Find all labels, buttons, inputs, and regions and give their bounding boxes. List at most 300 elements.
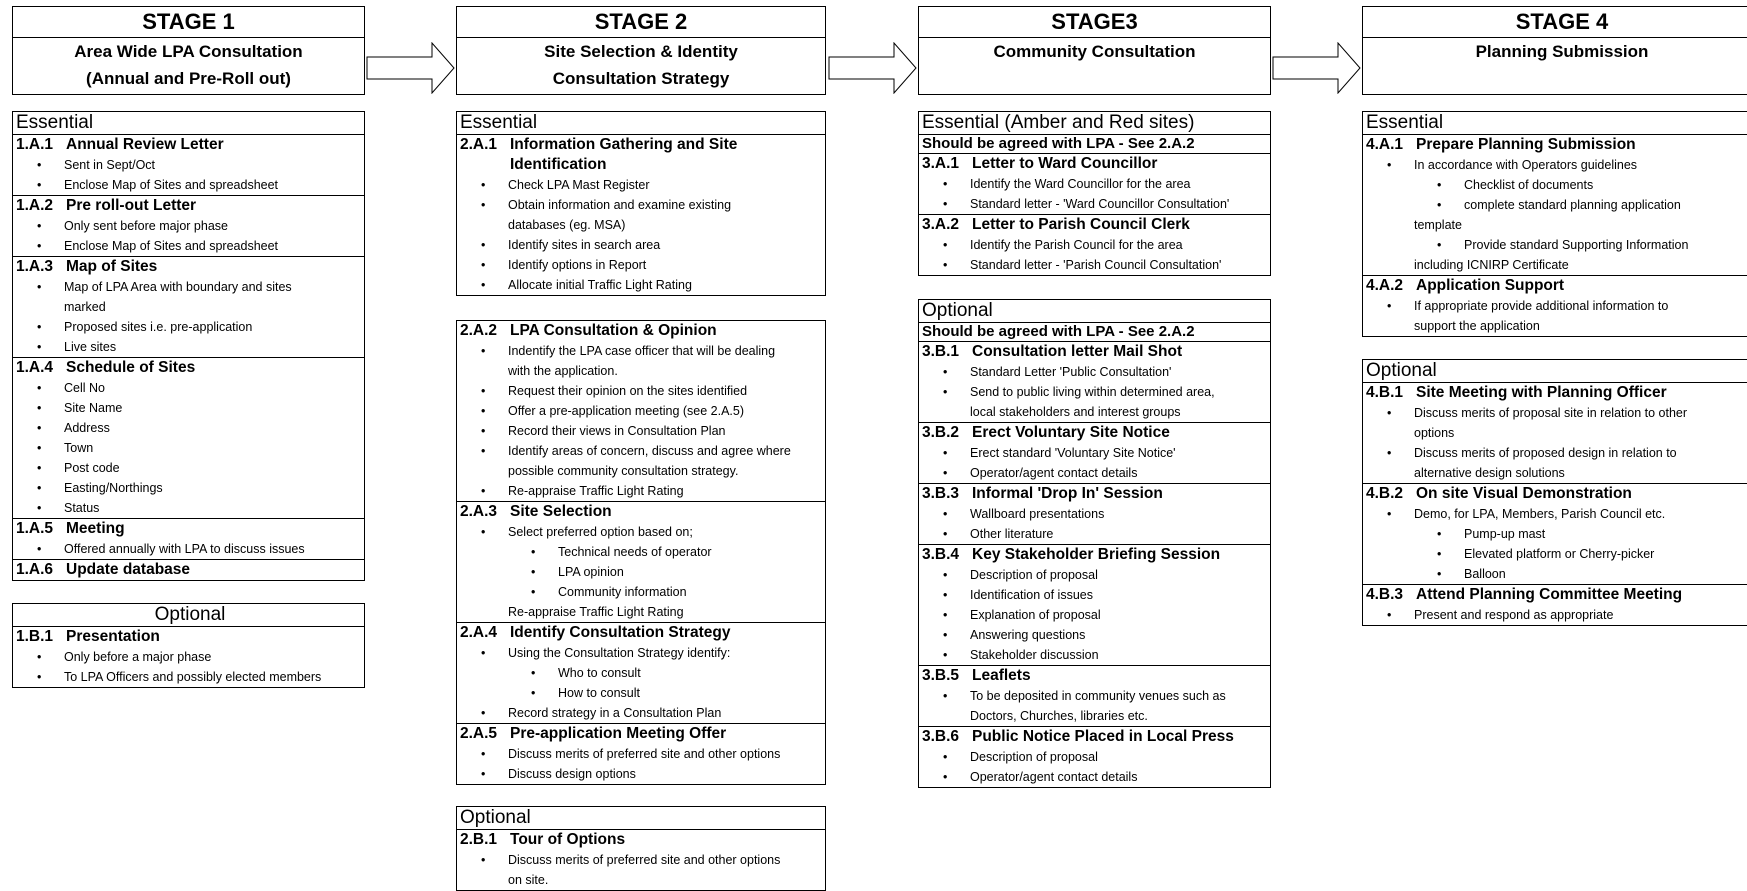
section-4-B-1 bbox=[1363, 383, 1747, 483]
list-item-text: Address bbox=[64, 421, 110, 435]
stage-subtitle: Area Wide LPA Consultation bbox=[74, 42, 303, 61]
list-item-text: Wallboard presentations bbox=[970, 507, 1105, 521]
list-item-text: Standard letter - 'Ward Councillor Consultation' bbox=[970, 197, 1230, 211]
section-title: Leaflets bbox=[972, 667, 1031, 684]
section-title: Public Notice Placed in Local Press bbox=[972, 728, 1234, 745]
section-title-row bbox=[1363, 276, 1747, 296]
list-item-text: Allocate initial Traffic Light Rating bbox=[508, 278, 692, 292]
section-title: On site Visual Demonstration bbox=[1416, 485, 1632, 502]
bullet-icon: • bbox=[943, 568, 948, 582]
box-subheader: Should be agreed with LPA - See 2.A.2 bbox=[919, 135, 1270, 154]
list-item-text: Site Name bbox=[64, 401, 123, 415]
list-item-text: Sent in Sept/Oct bbox=[64, 158, 156, 172]
arrow-right-icon bbox=[1272, 42, 1362, 94]
section-title-row bbox=[919, 727, 1270, 747]
bullet-icon: • bbox=[943, 608, 948, 622]
stage-title: STAGE3 bbox=[919, 7, 1270, 38]
list-item-text: In accordance with Operators guidelines bbox=[1414, 158, 1638, 172]
list-item bbox=[13, 337, 364, 357]
list-item bbox=[13, 498, 364, 518]
list-item bbox=[457, 481, 825, 501]
section-1-A-5 bbox=[13, 518, 364, 559]
list-item-text: support the application bbox=[1414, 319, 1540, 333]
list-item bbox=[457, 215, 825, 235]
list-item-text: Record their views in Consultation Plan bbox=[508, 424, 726, 438]
list-item bbox=[13, 478, 364, 498]
list-item bbox=[13, 667, 364, 687]
section-title: Erect Voluntary Site Notice bbox=[972, 424, 1170, 441]
bullet-icon: • bbox=[37, 178, 42, 192]
section-title-row bbox=[1363, 135, 1747, 155]
bullet-icon: • bbox=[1437, 567, 1442, 581]
bullet-icon: • bbox=[37, 501, 42, 515]
bullet-icon: • bbox=[481, 238, 486, 252]
list-item bbox=[13, 647, 364, 667]
list-item bbox=[457, 255, 825, 275]
bullet-icon: • bbox=[1437, 527, 1442, 541]
list-item bbox=[457, 195, 825, 215]
list-item-text: on site. bbox=[508, 873, 549, 887]
bullet-icon: • bbox=[481, 767, 486, 781]
section-title-row bbox=[457, 623, 825, 643]
list-item bbox=[13, 458, 364, 478]
bullet-icon: • bbox=[531, 585, 536, 599]
list-item bbox=[919, 605, 1270, 625]
bullet-icon: • bbox=[481, 484, 486, 498]
section-code: 2.B.1 bbox=[460, 831, 498, 848]
bullet-icon: • bbox=[943, 385, 948, 399]
bullet-icon: • bbox=[37, 542, 42, 556]
bullet-icon: • bbox=[943, 507, 948, 521]
stage-3-optional-box bbox=[918, 299, 1271, 788]
bullet-icon: • bbox=[481, 258, 486, 272]
list-item-text: If appropriate provide additional information to bbox=[1414, 299, 1669, 313]
stage-3-header bbox=[918, 6, 1271, 95]
list-item bbox=[1363, 235, 1747, 255]
section-title-row bbox=[13, 358, 364, 378]
section-code: 4.B.3 bbox=[1366, 586, 1404, 603]
bullet-icon: • bbox=[481, 853, 486, 867]
list-item-text: complete standard planning application bbox=[1464, 198, 1681, 212]
section-title-row bbox=[1363, 484, 1747, 504]
list-item bbox=[1363, 463, 1747, 483]
arrow-right-icon bbox=[828, 42, 918, 94]
section-title: Presentation bbox=[66, 628, 160, 645]
section-title: Map of Sites bbox=[66, 258, 158, 275]
bullet-icon: • bbox=[481, 178, 486, 192]
section-title-row bbox=[457, 830, 825, 850]
list-item bbox=[1363, 544, 1747, 564]
list-item-text: Provide standard Supporting Information bbox=[1464, 238, 1689, 252]
box-header: Essential (Amber and Red sites) bbox=[919, 112, 1270, 135]
bullet-icon: • bbox=[37, 219, 42, 233]
list-item-text: Enclose Map of Sites and spreadsheet bbox=[64, 239, 279, 253]
section-title-row bbox=[13, 627, 364, 647]
section-1-A-4 bbox=[13, 357, 364, 518]
bullet-icon: • bbox=[943, 689, 948, 703]
list-item-text: Post code bbox=[64, 461, 120, 475]
list-item bbox=[13, 155, 364, 175]
list-item-text: Other literature bbox=[970, 527, 1054, 541]
stage-subtitle: Consultation Strategy bbox=[552, 69, 730, 88]
bullet-icon: • bbox=[1437, 198, 1442, 212]
section-code: 3.B.2 bbox=[922, 424, 960, 441]
section-2-A-3 bbox=[457, 501, 825, 622]
list-item bbox=[457, 744, 825, 764]
stage-1-essential-box bbox=[12, 111, 365, 581]
list-item bbox=[457, 764, 825, 784]
list-item-text: How to consult bbox=[558, 686, 640, 700]
bullet-icon: • bbox=[1387, 158, 1392, 172]
list-item-text: Pump-up mast bbox=[1464, 527, 1546, 541]
list-item-text: template bbox=[1414, 218, 1462, 232]
list-item bbox=[1363, 423, 1747, 443]
bullet-icon: • bbox=[481, 444, 486, 458]
bullet-icon: • bbox=[943, 770, 948, 784]
list-item-text: Record strategy in a Consultation Plan bbox=[508, 706, 722, 720]
section-title-row bbox=[13, 257, 364, 277]
list-item bbox=[457, 441, 825, 461]
arrow-right-icon bbox=[366, 42, 456, 94]
bullet-icon: • bbox=[481, 747, 486, 761]
list-item bbox=[1363, 195, 1747, 215]
list-item bbox=[457, 602, 825, 622]
bullet-icon: • bbox=[37, 340, 42, 354]
bullet-icon: • bbox=[481, 344, 486, 358]
list-item-text: Description of proposal bbox=[970, 750, 1098, 764]
list-item bbox=[457, 562, 825, 582]
list-item bbox=[457, 683, 825, 703]
section-1-A-6 bbox=[13, 559, 364, 580]
list-item bbox=[457, 361, 825, 381]
bullet-icon: • bbox=[531, 545, 536, 559]
section-title: Schedule of Sites bbox=[66, 359, 196, 376]
bullet-icon: • bbox=[943, 258, 948, 272]
list-item-text: To be deposited in community venues such as bbox=[970, 689, 1226, 703]
list-item-text: Identify the Parish Council for the area bbox=[970, 238, 1183, 252]
section-title: Letter to Parish Council Clerk bbox=[972, 216, 1190, 233]
section-4-A-1 bbox=[1363, 135, 1747, 275]
section-title-row bbox=[919, 666, 1270, 686]
stage-subtitle: Site Selection & Identity bbox=[544, 42, 738, 61]
section-1-A-1 bbox=[13, 135, 364, 195]
list-item bbox=[919, 706, 1270, 726]
section-title: Key Stakeholder Briefing Session bbox=[972, 546, 1221, 563]
section-code: 3.B.3 bbox=[922, 485, 960, 502]
section-code: 3.B.1 bbox=[922, 343, 960, 360]
section-3-B-1 bbox=[919, 342, 1270, 422]
list-item-text: Using the Consultation Strategy identify: bbox=[508, 646, 731, 660]
list-item bbox=[919, 362, 1270, 382]
list-item bbox=[1363, 215, 1747, 235]
list-item bbox=[13, 539, 364, 559]
list-item-text: Send to public living within determined area, bbox=[970, 385, 1215, 399]
section-3-B-3 bbox=[919, 483, 1270, 544]
bullet-icon: • bbox=[531, 686, 536, 700]
section-code: 1.B.1 bbox=[16, 628, 54, 645]
section-code: 4.A.1 bbox=[1366, 136, 1404, 153]
section-2-A-5 bbox=[457, 723, 825, 784]
list-item-text: Checklist of documents bbox=[1464, 178, 1594, 192]
section-title: Prepare Planning Submission bbox=[1416, 136, 1636, 153]
list-item-text: options bbox=[1414, 426, 1455, 440]
section-title-row bbox=[13, 560, 364, 580]
bullet-icon: • bbox=[37, 401, 42, 415]
list-item-text: Operator/agent contact details bbox=[970, 466, 1138, 480]
section-title-row bbox=[13, 135, 364, 155]
list-item-text: Re-appraise Traffic Light Rating bbox=[508, 484, 684, 498]
list-item-text: databases (eg. MSA) bbox=[508, 218, 626, 232]
list-item bbox=[457, 235, 825, 255]
list-item-text: Discuss merits of preferred site and other options bbox=[508, 853, 781, 867]
list-item bbox=[457, 582, 825, 602]
section-title: Consultation letter Mail Shot bbox=[972, 343, 1183, 360]
stage-subtitle: (Annual and Pre-Roll out) bbox=[86, 69, 291, 88]
list-item bbox=[1363, 524, 1747, 544]
section-title: Meeting bbox=[66, 520, 125, 537]
list-item-text: Identify sites in search area bbox=[508, 238, 661, 252]
list-item-text: Stakeholder discussion bbox=[970, 648, 1099, 662]
list-item-text: Request their opinion on the sites identified bbox=[508, 384, 748, 398]
list-item-text: Check LPA Mast Register bbox=[508, 178, 650, 192]
list-item bbox=[1363, 175, 1747, 195]
list-item bbox=[1363, 255, 1747, 275]
bullet-icon: • bbox=[481, 706, 486, 720]
list-item-text: Discuss merits of proposed design in relation to bbox=[1414, 446, 1677, 460]
section-title-row bbox=[919, 484, 1270, 504]
list-item bbox=[919, 382, 1270, 402]
section-title-row bbox=[457, 502, 825, 522]
section-title-row bbox=[457, 155, 825, 175]
list-item bbox=[919, 174, 1270, 194]
list-item-text: Who to consult bbox=[558, 666, 641, 680]
bullet-icon: • bbox=[481, 404, 486, 418]
bullet-icon: • bbox=[1387, 608, 1392, 622]
section-code: 1.A.1 bbox=[16, 136, 54, 153]
bullet-icon: • bbox=[943, 365, 948, 379]
list-item-text: local stakeholders and interest groups bbox=[970, 405, 1181, 419]
section-3-B-2 bbox=[919, 422, 1270, 483]
list-item-text: Easting/Northings bbox=[64, 481, 163, 495]
bullet-icon: • bbox=[531, 565, 536, 579]
list-item-text: Enclose Map of Sites and spreadsheet bbox=[64, 178, 279, 192]
list-item bbox=[919, 645, 1270, 665]
section-3-A-1 bbox=[919, 154, 1270, 214]
stage-subtitle: Planning Submission bbox=[1475, 42, 1649, 61]
list-item-text: To LPA Officers and possibly elected members bbox=[64, 670, 322, 684]
stage-3-essential-box bbox=[918, 111, 1271, 276]
bullet-icon: • bbox=[37, 280, 42, 294]
bullet-icon: • bbox=[37, 650, 42, 664]
bullet-icon: • bbox=[1437, 178, 1442, 192]
section-code: 3.B.4 bbox=[922, 546, 960, 563]
list-item bbox=[13, 378, 364, 398]
list-item bbox=[919, 235, 1270, 255]
section-4-B-3 bbox=[1363, 584, 1747, 625]
section-title: Tour of Options bbox=[510, 831, 626, 848]
stage-4-optional-box bbox=[1362, 359, 1747, 626]
list-item bbox=[13, 418, 364, 438]
bullet-icon: • bbox=[481, 198, 486, 212]
list-item-text: Present and respond as appropriate bbox=[1414, 608, 1614, 622]
bullet-icon: • bbox=[1387, 299, 1392, 313]
bullet-icon: • bbox=[943, 466, 948, 480]
section-title-row bbox=[13, 196, 364, 216]
section-code: 2.A.2 bbox=[460, 322, 498, 339]
section-title: Pre roll-out Letter bbox=[66, 197, 197, 214]
stage-title: STAGE 4 bbox=[1363, 7, 1747, 38]
list-item bbox=[457, 341, 825, 361]
list-item bbox=[457, 175, 825, 195]
list-item-text: Identify the Ward Councillor for the area bbox=[970, 177, 1191, 191]
list-item bbox=[1363, 155, 1747, 175]
bullet-icon: • bbox=[37, 320, 42, 334]
bullet-icon: • bbox=[943, 750, 948, 764]
section-code: 2.A.4 bbox=[460, 624, 498, 641]
box-subheader: Should be agreed with LPA - See 2.A.2 bbox=[919, 323, 1270, 342]
section-title: Annual Review Letter bbox=[66, 136, 224, 153]
section-title: Update database bbox=[66, 561, 191, 578]
list-item-text: alternative design solutions bbox=[1414, 466, 1565, 480]
box-header: Optional bbox=[919, 300, 1270, 323]
section-title-row bbox=[919, 342, 1270, 362]
list-item-text: Indentify the LPA case officer that will be dealing bbox=[508, 344, 776, 358]
section-title-row bbox=[457, 724, 825, 744]
bullet-icon: • bbox=[1437, 547, 1442, 561]
bullet-icon: • bbox=[37, 381, 42, 395]
list-item bbox=[457, 275, 825, 295]
section-2-A-2 bbox=[457, 321, 825, 501]
bullet-icon: • bbox=[37, 239, 42, 253]
list-item-text: Identify options in Report bbox=[508, 258, 647, 272]
list-item bbox=[457, 401, 825, 421]
section-code: 2.A.5 bbox=[460, 725, 498, 742]
list-item-text: Status bbox=[64, 501, 100, 515]
bullet-icon: • bbox=[943, 238, 948, 252]
stage-4-essential-box bbox=[1362, 111, 1747, 337]
list-item-text: Standard Letter 'Public Consultation' bbox=[970, 365, 1172, 379]
list-item bbox=[919, 255, 1270, 275]
list-item bbox=[919, 767, 1270, 787]
list-item bbox=[1363, 564, 1747, 584]
list-item bbox=[919, 504, 1270, 524]
list-item-text: Discuss merits of proposal site in relation to other bbox=[1414, 406, 1688, 420]
section-code-spacer bbox=[457, 155, 510, 175]
stage-2-header bbox=[456, 6, 826, 95]
section-title: Information Gathering and Site bbox=[510, 136, 738, 153]
list-item bbox=[13, 175, 364, 195]
section-title: Informal 'Drop In' Session bbox=[972, 485, 1163, 502]
section-title: Pre-application Meeting Offer bbox=[510, 725, 727, 742]
section-3-B-5 bbox=[919, 665, 1270, 726]
list-item bbox=[1363, 605, 1747, 625]
section-title-row bbox=[457, 135, 825, 155]
bullet-icon: • bbox=[37, 421, 42, 435]
section-1-B-1 bbox=[13, 627, 364, 687]
list-item bbox=[457, 870, 825, 890]
box-header: Optional bbox=[1363, 360, 1747, 383]
list-item bbox=[13, 438, 364, 458]
list-item bbox=[13, 236, 364, 256]
list-item bbox=[457, 522, 825, 542]
list-item bbox=[919, 402, 1270, 422]
section-code: 3.A.2 bbox=[922, 216, 960, 233]
list-item-text: marked bbox=[64, 300, 106, 314]
list-item-text: Cell No bbox=[64, 381, 105, 395]
bullet-icon: • bbox=[481, 384, 486, 398]
list-item bbox=[919, 194, 1270, 214]
list-item bbox=[919, 686, 1270, 706]
bullet-icon: • bbox=[37, 481, 42, 495]
list-item-text: possible community consultation strategy. bbox=[508, 464, 739, 478]
section-2-A-1 bbox=[457, 135, 825, 295]
list-item-text: Community information bbox=[558, 585, 687, 599]
stage-2-essential-box bbox=[456, 111, 826, 296]
section-code: 1.A.5 bbox=[16, 520, 54, 537]
stage-2-optional-box bbox=[456, 806, 826, 891]
list-item-text: Live sites bbox=[64, 340, 117, 354]
section-title: LPA Consultation & Opinion bbox=[510, 322, 717, 339]
stage-4-header bbox=[1362, 6, 1747, 95]
section-code: 1.A.6 bbox=[16, 561, 54, 578]
list-item bbox=[919, 585, 1270, 605]
list-item-text: Description of proposal bbox=[970, 568, 1098, 582]
box-header: Optional bbox=[457, 807, 825, 830]
section-code: 1.A.2 bbox=[16, 197, 54, 214]
list-item bbox=[457, 461, 825, 481]
list-item-text: Doctors, Churches, libraries etc. bbox=[970, 709, 1148, 723]
list-item-text: Erect standard 'Voluntary Site Notice' bbox=[970, 446, 1176, 460]
section-title-row bbox=[1363, 383, 1747, 403]
stage-title: STAGE 2 bbox=[457, 7, 825, 38]
list-item-text: Obtain information and examine existing bbox=[508, 198, 732, 212]
list-item bbox=[1363, 443, 1747, 463]
section-code: 4.B.2 bbox=[1366, 485, 1404, 502]
section-title-row bbox=[1363, 585, 1747, 605]
bullet-icon: • bbox=[943, 588, 948, 602]
section-title-row bbox=[13, 519, 364, 539]
list-item bbox=[457, 542, 825, 562]
list-item bbox=[457, 663, 825, 683]
list-item bbox=[1363, 403, 1747, 423]
section-3-B-4 bbox=[919, 544, 1270, 665]
list-item bbox=[457, 703, 825, 723]
section-code: 3.B.6 bbox=[922, 728, 960, 745]
section-title: Application Support bbox=[1416, 277, 1565, 294]
section-title: Attend Planning Committee Meeting bbox=[1416, 586, 1683, 603]
bullet-icon: • bbox=[943, 648, 948, 662]
list-item-text: including ICNIRP Certificate bbox=[1414, 258, 1569, 272]
stage-subtitle: Community Consultation bbox=[993, 42, 1196, 61]
section-4-A-2 bbox=[1363, 275, 1747, 336]
bullet-icon: • bbox=[943, 177, 948, 191]
list-item bbox=[13, 317, 364, 337]
section-title: Site Selection bbox=[510, 503, 612, 520]
section-1-A-3 bbox=[13, 256, 364, 357]
list-item bbox=[457, 643, 825, 663]
section-code: 3.B.5 bbox=[922, 667, 960, 684]
section-2-B-1 bbox=[457, 830, 825, 890]
list-item-text: Answering questions bbox=[970, 628, 1086, 642]
section-title-row bbox=[919, 545, 1270, 565]
bullet-icon: • bbox=[1437, 238, 1442, 252]
section-4-B-2 bbox=[1363, 483, 1747, 584]
list-item-text: Identify areas of concern, discuss and agree where bbox=[508, 444, 791, 458]
bullet-icon: • bbox=[1387, 406, 1392, 420]
list-item-text: Technical needs of operator bbox=[558, 545, 712, 559]
section-2-A-4 bbox=[457, 622, 825, 723]
list-item-text: Proposed sites i.e. pre-application bbox=[64, 320, 253, 334]
